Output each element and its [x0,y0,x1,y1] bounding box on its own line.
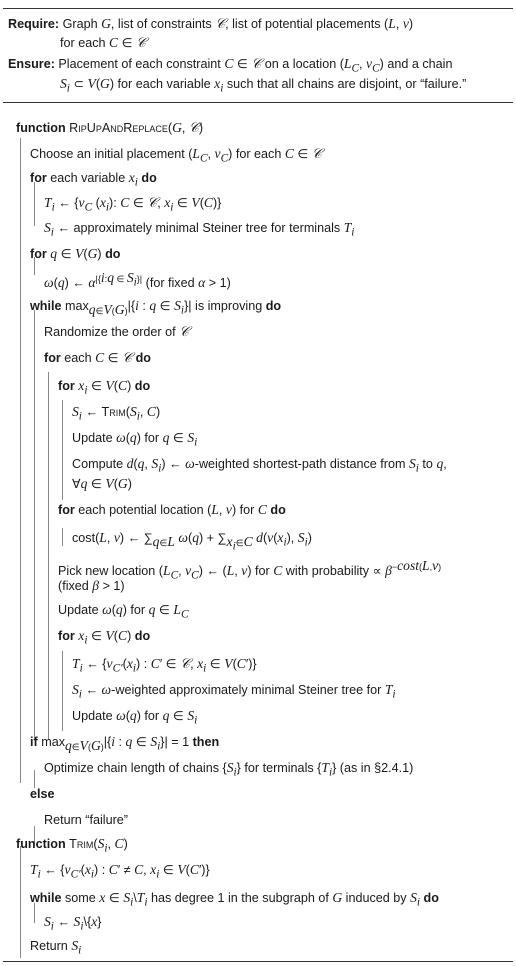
line-cost: cost(L, v) ← $\sum_{q\in L}$ $\omega(q) + \sum_{x_i\in C}$ $d(v(x_i)$, $S_i$) [72,530,312,553]
require-line-2: for each C ∈ 𝒞 [60,35,146,50]
line-Si-weighted: $S_i$ ← ω-weighted approximately minimal Steiner tree for $T_i$ [72,682,396,701]
line-for-q: for q ∈ V(G) do [30,246,121,261]
line-optimize: Optimize chain length of chains $\{S_i\}$ for terminals $\{T_i\}$ (as in §2.4.1) [44,760,414,779]
line-update-omega-1: Update ω(q) for q ∈ $S_i$ [72,430,198,449]
line-omega-init: ω(q) ← $\alpha^{|\{i:q \in S_i\}|}$ (for fixed α > 1) [44,270,231,291]
mid-rule [3,102,513,103]
line-for-each-location: for each potential location (L, v) for C do [58,502,286,517]
bottom-rule [3,961,513,962]
fn-ripup: function RipUpAndReplace(G, 𝒞) [16,120,204,135]
ensure-line-2: $S_i$ ⊂ V(G) for each variable $x_i$ such that all chains are disjoint, or “failure.” [60,76,467,95]
require-keyword: Require: [8,17,60,31]
line-for-each-C: for each C ∈ 𝒞 do [44,350,151,365]
require-line-1: Require: Graph G, list of constraints 𝒞, list of potential placements (L, v) [8,16,414,31]
line-for-xi-1: for $x_i$ ∈ V(C) do [58,378,151,397]
line-pick-location: Pick new location ($L_C$, $v_C$) ← (L, v) for C with probability ∝ $\beta^{-cost(L,v)}$ [58,558,442,582]
line-while: while $\max_{q\in V(G)}|\{i$ : q ∈ $S_i\}|$ is improving do [30,298,282,317]
line-initial-placement: Choose an initial placement ($L_C$, $v_C$) for each C ∈ 𝒞 [30,146,322,165]
ensure-line-1: Ensure: Placement of each constraint C ∈ 𝒞 on a location ($L_C$, $v_C$) and a chain [8,56,453,75]
line-trim-while: while some x ∈ $S_i\backslash T_i$ has degree 1 in the subgraph of G induced by $S_i$ do [30,890,439,909]
line-pick-location-2: (fixed β > 1) [58,578,125,593]
line-update-omega-2: Update ω(q) for q ∈ $S_i$ [72,708,198,727]
fn-trim: function $Trim(S_i$, C) [16,836,128,855]
line-Si-steiner: $S_i$ ← approximately minimal Steiner tree for terminals $T_i$ [44,220,355,239]
line-Ti-assign: $T_i$ ← {$v_C$ $(x_i)$: C ∈ 𝒞, $x_i$ ∈ V(C)} [44,195,222,214]
top-rule [3,8,513,9]
line-trim-return: Return $S_i$ [30,938,82,957]
ensure-keyword: Ensure: [8,57,55,71]
line-for-xi-2: for $x_i$ ∈ V(C) do [58,628,151,647]
line-else: else [30,787,55,801]
line-return-failure: Return “failure” [44,813,128,827]
line-update-omega-LC: Update ω(q) for q ∈ $L_C$ [58,602,189,621]
line-if: if $\max_{q\in V(G)}|\{i$ : q ∈ $S_i\}| = 1$ then [30,734,220,753]
line-Ti-update: $T_i$ ← {$v_{C'}(x_i)$ : C′ ∈ 𝒞, $x_i$ ∈ V(C′)} [72,656,257,675]
line-compute-d-2: ∀q ∈ V(G) [72,476,132,491]
line-trim-Ti: $T_i$ ← {$v_{C'}(x_i)$ : C′ ≠ C, $x_i$ ∈ V(C′)} [30,862,210,881]
line-trim-remove: $S_i$ ← $S_i\backslash\{x\}$ [44,914,102,933]
line-for-each-variable: for each variable $x_i$ do [30,170,157,189]
line-trim-call: $S_i$ ← $Trim(S_i$, C) [72,404,161,423]
line-randomize: Randomize the order of 𝒞 [44,324,190,339]
line-compute-d: Compute d(q, $S_i$) ← ω-weighted shortest-path distance from $S_i$ to q, [72,456,447,475]
